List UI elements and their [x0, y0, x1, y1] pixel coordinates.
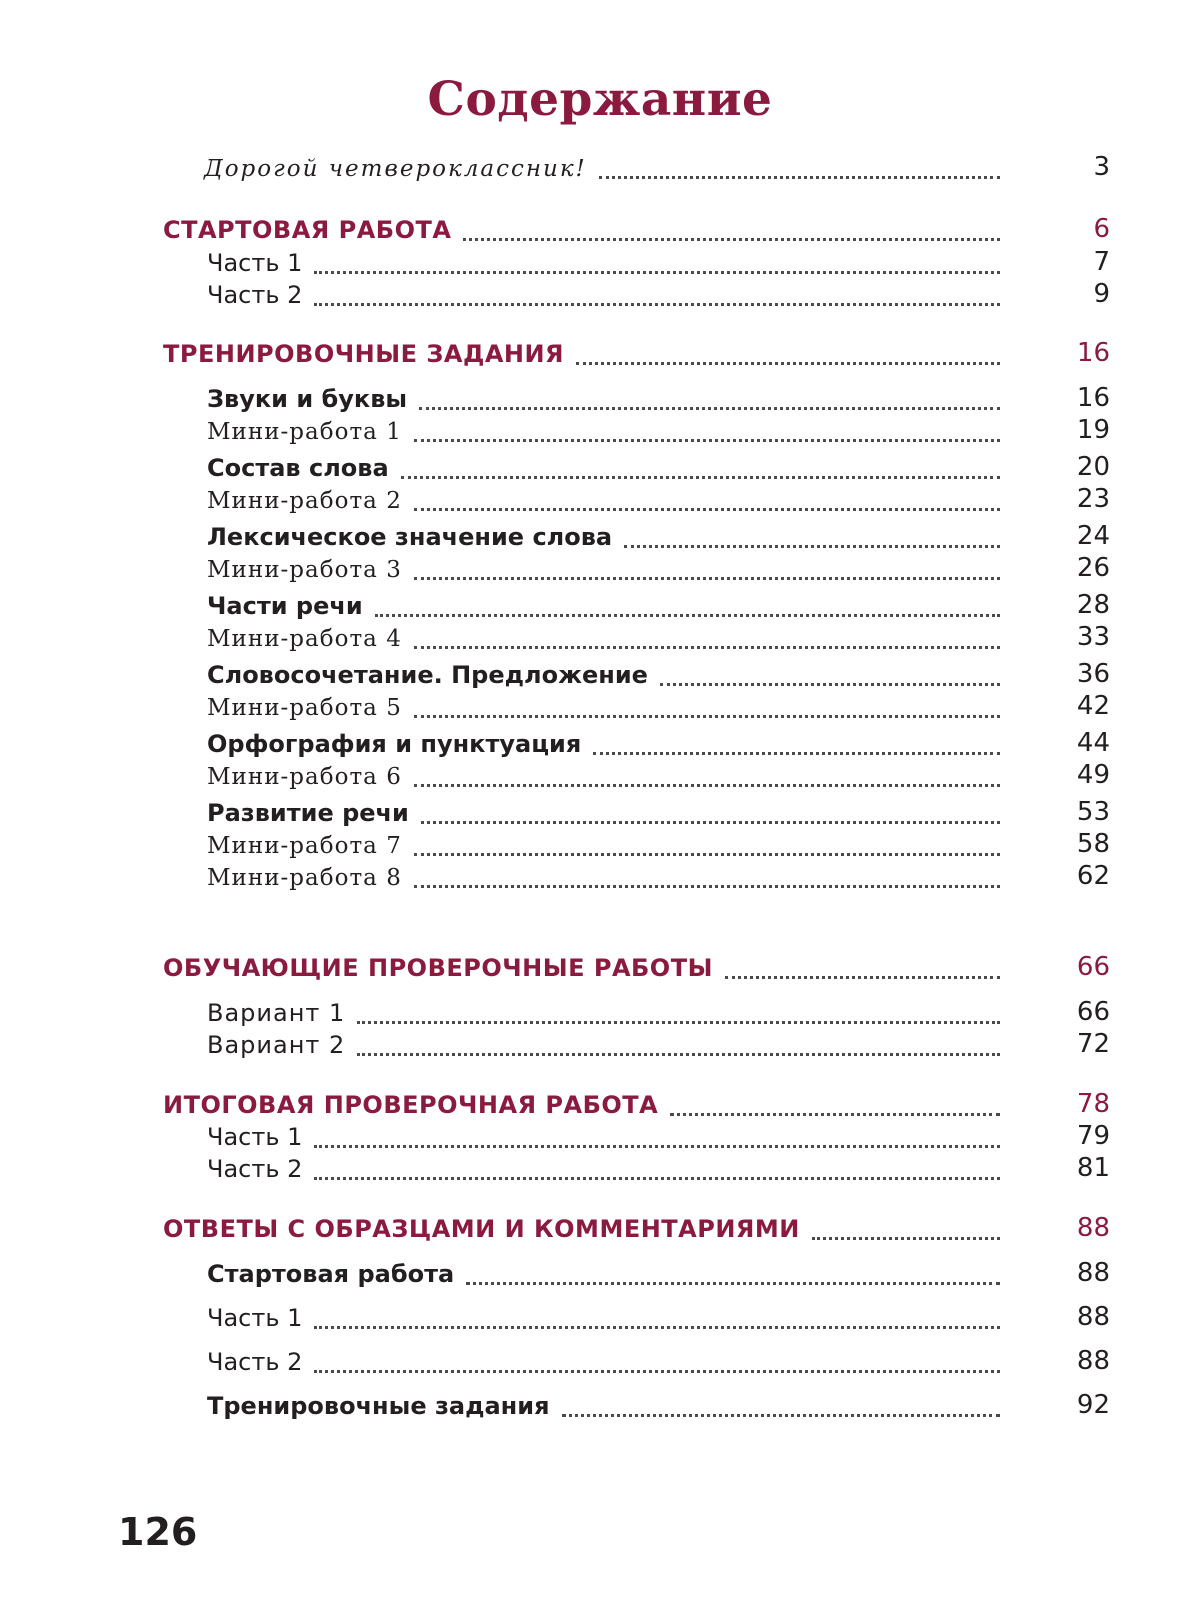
toc-entry-label: ОБУЧАЮЩИЕ ПРОВЕРОЧНЫЕ РАБОТЫ	[163, 954, 713, 982]
dot-leader	[725, 976, 1000, 979]
dot-leader	[660, 683, 1000, 686]
toc-page-number: 16	[1076, 338, 1110, 368]
toc-page-number: 49	[1076, 760, 1110, 790]
dot-leader	[599, 176, 1000, 179]
toc-entry-label: ОТВЕТЫ С ОБРАЗЦАМИ И КОММЕНТАРИЯМИ	[163, 1215, 800, 1243]
dot-leader	[314, 1370, 1000, 1373]
toc-page-number: 88	[1076, 1302, 1110, 1332]
toc-entry-label: Часть 1	[207, 249, 303, 277]
dot-leader	[314, 271, 1000, 274]
toc-entry-label: Состав слова	[207, 454, 389, 482]
dot-leader	[414, 439, 1000, 442]
toc-entry-label: Часть 1	[207, 1304, 303, 1332]
dot-leader	[414, 853, 1000, 856]
toc-entry-label: Части речи	[207, 592, 363, 620]
dot-leader	[414, 577, 1000, 580]
toc-entry-label: Лексическое значение слова	[207, 523, 613, 551]
toc-page-number: 36	[1076, 659, 1110, 689]
toc-entry[interactable]	[0, 657, 1200, 693]
toc-page-number: 78	[1076, 1089, 1110, 1119]
toc-page-number: 3	[1093, 152, 1110, 182]
toc-entry[interactable]	[0, 689, 1200, 725]
toc-page-number: 81	[1076, 1153, 1110, 1183]
toc-page-number: 62	[1076, 861, 1110, 891]
toc-entry-label: Мини-работа 2	[207, 488, 402, 514]
page-title: Содержание	[427, 72, 773, 127]
page-number: 126	[118, 1510, 198, 1554]
toc-page-number: 42	[1076, 691, 1110, 721]
toc-page-number: 66	[1076, 952, 1110, 982]
dot-leader	[624, 545, 1000, 548]
dot-leader	[314, 1326, 1000, 1329]
toc-entry-label: Мини-работа 5	[207, 695, 402, 721]
toc-entry[interactable]	[0, 245, 1200, 281]
toc-entry-label: Мини-работа 6	[207, 764, 402, 790]
toc-section-training[interactable]	[0, 336, 1200, 372]
toc-page-number: 88	[1076, 1258, 1110, 1288]
toc-entry-label: ТРЕНИРОВОЧНЫЕ ЗАДАНИЯ	[163, 340, 565, 368]
dot-leader	[414, 885, 1000, 888]
toc-section-final-test[interactable]	[0, 1087, 1200, 1123]
toc-page-number: 28	[1076, 590, 1110, 620]
toc-page-number: 58	[1076, 829, 1110, 859]
toc-page-number: 7	[1093, 247, 1110, 277]
toc-entry[interactable]	[0, 859, 1200, 895]
dot-leader	[314, 1145, 1000, 1148]
toc-section-start[interactable]	[0, 212, 1200, 248]
toc-entry[interactable]	[0, 519, 1200, 555]
dot-leader	[421, 821, 1000, 824]
toc-entry[interactable]	[0, 1344, 1200, 1380]
dot-leader	[314, 1177, 1000, 1180]
toc-entry[interactable]	[0, 827, 1200, 863]
toc-entry-label: Вариант 2	[207, 1031, 346, 1059]
toc-entry-label: Вариант 1	[207, 999, 346, 1027]
toc-page-number: 9	[1093, 279, 1110, 309]
toc-entry-intro[interactable]	[0, 150, 1200, 186]
toc-entry[interactable]	[0, 795, 1200, 831]
dot-leader	[401, 476, 1000, 479]
dot-leader	[414, 784, 1000, 787]
dot-leader	[593, 752, 1000, 755]
dot-leader	[414, 646, 1000, 649]
toc-entry-label: Мини-работа 3	[207, 557, 402, 583]
toc-entry-label: Часть 2	[207, 1348, 303, 1376]
toc-page-number: 19	[1076, 415, 1110, 445]
toc-entry[interactable]	[0, 1300, 1200, 1336]
toc-page-number: 33	[1076, 622, 1110, 652]
toc-page-number: 88	[1076, 1213, 1110, 1243]
toc-entry-label: Орфография и пунктуация	[207, 730, 582, 758]
dot-leader	[466, 1282, 1000, 1285]
toc-page-number: 24	[1076, 521, 1110, 551]
toc-entry-label: Мини-работа 4	[207, 626, 402, 652]
toc-entry[interactable]	[0, 995, 1200, 1031]
dot-leader	[357, 1053, 1000, 1056]
toc-entry-label: Дорогой четвероклассник!	[204, 156, 587, 182]
toc-entry[interactable]	[0, 1027, 1200, 1063]
toc-entry-label: Стартовая работа	[207, 1260, 455, 1288]
toc-entry[interactable]	[0, 551, 1200, 587]
toc-entry[interactable]	[0, 588, 1200, 624]
toc-entry[interactable]	[0, 413, 1200, 449]
dot-leader	[414, 508, 1000, 511]
toc-entry-label: Словосочетание. Предложение	[207, 661, 648, 689]
toc-entry-label: Часть 2	[207, 1155, 303, 1183]
dot-leader	[463, 238, 1000, 241]
toc-page-number: 44	[1076, 728, 1110, 758]
toc-entry[interactable]	[0, 381, 1200, 417]
toc-page-number: 26	[1076, 553, 1110, 583]
toc-entry-label: Часть 1	[207, 1123, 303, 1151]
dot-leader	[357, 1021, 1000, 1024]
dot-leader	[562, 1414, 1000, 1417]
toc-entry-label: Мини-работа 8	[207, 865, 402, 891]
toc-page-number: 79	[1076, 1121, 1110, 1151]
dot-leader	[419, 407, 1000, 410]
toc-page-number: 66	[1076, 997, 1110, 1027]
dot-leader	[670, 1113, 1000, 1116]
dot-leader	[576, 362, 1000, 365]
toc-section-learning-tests[interactable]	[0, 950, 1200, 986]
toc-section-answers[interactable]	[0, 1211, 1200, 1247]
toc-page-number: 53	[1076, 797, 1110, 827]
toc-entry[interactable]	[0, 1388, 1200, 1424]
toc-entry-label: Звуки и буквы	[207, 385, 408, 413]
toc-entry[interactable]	[0, 1151, 1200, 1187]
toc-page-number: 23	[1076, 484, 1110, 514]
toc-page-number: 92	[1076, 1390, 1110, 1420]
toc-page-number: 72	[1076, 1029, 1110, 1059]
toc-page-number: 6	[1093, 214, 1110, 244]
toc-entry-label: ИТОГОВАЯ ПРОВЕРОЧНАЯ РАБОТА	[163, 1091, 659, 1119]
toc-page-number: 88	[1076, 1346, 1110, 1376]
dot-leader	[314, 303, 1000, 306]
dot-leader	[375, 614, 1000, 617]
toc-entry[interactable]	[0, 482, 1200, 518]
toc-entry-label: Мини-работа 1	[207, 419, 402, 445]
toc-entry-label: Тренировочные задания	[207, 1392, 550, 1420]
toc-entry-label: Часть 2	[207, 281, 303, 309]
toc-entry[interactable]	[0, 726, 1200, 762]
toc-entry-label: Развитие речи	[207, 799, 409, 827]
dot-leader	[812, 1237, 1000, 1240]
toc-page-number: 16	[1076, 383, 1110, 413]
toc-entry[interactable]	[0, 277, 1200, 313]
toc-entry[interactable]	[0, 620, 1200, 656]
toc-entry-label: Мини-работа 7	[207, 833, 402, 859]
toc-page-number: 20	[1076, 452, 1110, 482]
dot-leader	[414, 715, 1000, 718]
toc-entry[interactable]	[0, 758, 1200, 794]
toc-entry-label: СТАРТОВАЯ РАБОТА	[163, 216, 452, 244]
toc-entry[interactable]	[0, 450, 1200, 486]
toc-entry[interactable]	[0, 1119, 1200, 1155]
toc-entry[interactable]	[0, 1256, 1200, 1292]
